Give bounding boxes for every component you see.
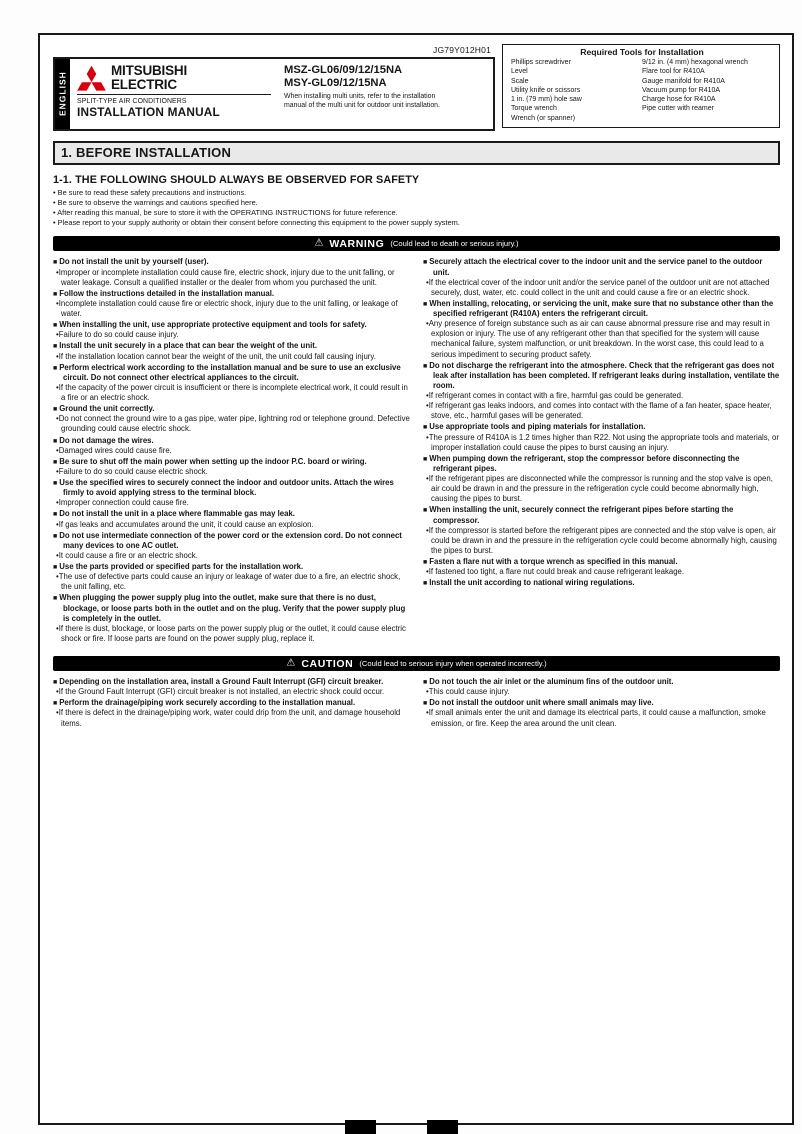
warning-item-heading-text: When pumping down the refrigerant, stop the compressor before disconnecting the refrigerant pipes. [429,453,740,473]
tools-columns [511,58,773,123]
product-id-box [53,57,495,131]
brand-row [77,64,271,92]
model-numbers [284,64,489,91]
item-body-paragraph: • The pressure of R410A is 1.2 times higher than R22. Not using the appropriate tools and materials, or improper installation could cause the pipes to burst causing an injury. [423,433,780,453]
warning-item [423,299,780,360]
warning-bar [53,236,780,251]
warning-item-body [53,520,410,530]
print-mark [345,1120,376,1134]
model-number: MSZ-GL06/09/12/15NA [284,64,403,76]
caution-item [53,698,410,728]
caution-item-heading-text: Do not touch the air inlet or the aluminum fins of the outdoor unit. [429,677,674,686]
warning-content [53,257,780,645]
warning-triangle-icon: ⚠ [286,657,296,668]
warning-item-heading-text: Install the unit securely in a place that can bear the weight of the unit. [59,341,318,351]
warning-item-body [53,467,410,477]
square-bullet-icon: ■ [53,679,58,686]
caution-column-right [423,677,780,730]
caution-item-heading [53,698,410,708]
square-bullet-icon: ■ [423,580,428,588]
header [53,44,780,131]
square-bullet-icon: ■ [423,679,428,686]
warning-item-body [423,319,780,360]
warning-item-heading-text: Perform electrical work according to the installation manual and be sure to use an exclusive circuit. Do not connect other electrical appliances to the circuit. [59,362,401,382]
caution-content [53,677,780,730]
item-body-paragraph: • Failure to do so could cause electric shock. [53,467,410,477]
caution-bar [53,656,780,671]
caution-qualifier: (Could lead to serious injury when operated incorrectly.) [359,659,547,668]
item-body-paragraph: • Any presence of foreign substance such as air can cause abnormal pressure rise and may result in explosion or injury. The use of any refrigerant other than that specified for the system will cause mechanical failure, system malfunction, or unit breakdown. In the worst case, this could lead to a serious impediment to securing product safety. [423,319,780,360]
square-bullet-icon: ■ [53,343,58,351]
warning-item-heading [423,578,780,588]
warning-item-heading-text: Do not install the unit by yourself (user). [59,257,209,267]
square-bullet-icon: ■ [53,259,58,267]
tools-column-right [642,58,773,123]
warning-item-heading-text: Do not damage the wires. [59,435,154,445]
square-bullet-icon: ■ [53,406,58,414]
warning-item [423,257,780,298]
mitsubishi-logo-icon [77,64,106,91]
square-bullet-icon: ■ [423,559,428,566]
warning-item-heading [53,531,410,551]
caution-item [423,698,780,728]
section-heading [53,141,780,165]
caution-label: CAUTION [301,657,354,670]
warning-item-heading [53,289,410,299]
warning-item-body [423,391,780,421]
section-heading-text: 1. BEFORE INSTALLATION [61,145,232,160]
warning-item-body [53,414,410,434]
caution-item-heading [53,677,410,687]
square-bullet-icon: ■ [53,290,58,298]
item-body-paragraph: • Improper connection could cause fire. [53,498,410,508]
square-bullet-icon: ■ [423,259,428,267]
warning-item-heading-text: Do not use intermediate connection of the power cord or the extension cord. Do not connect many devices to one AC outlet. [59,530,402,550]
item-body-paragraph: • If the capacity of the power circuit is insufficient or there is incomplete electrical work, it could result in a fire or an electric shock. [53,383,410,403]
warning-item [423,557,780,577]
caution-column-left [53,677,410,730]
square-bullet-icon: ■ [53,322,58,330]
warning-qualifier: (Could lead to death or serious injury.) [390,239,519,249]
item-body-paragraph: • The use of defective parts could cause an injury or leakage of water due to a fire, an electric shock, the unit falling, etc. [53,572,410,592]
item-body-paragraph: • If fastened too tight, a flare nut could break and cause refrigerant leakage. [423,567,780,577]
divider [77,94,271,95]
caution-item [53,677,410,697]
warning-item-heading-text: Be sure to shut off the main power when setting up the indoor P.C. board or wiring. [59,456,367,466]
square-bullet-icon: ■ [53,458,58,466]
warning-item-heading-text: Use the specified wires to securely connect the indoor and outdoor units. Attach the wires firmly to avoid applying stress to the terminal block. [59,478,394,498]
tools-column-left [511,58,642,123]
tool-item: Utility knife or scissors [511,86,581,94]
item-body-paragraph: • If refrigerant comes in contact with a fire, harmful gas could be generated. [423,391,780,401]
required-tools-box [502,44,780,128]
warning-item-heading [423,505,780,525]
square-bullet-icon: ■ [53,564,58,571]
square-bullet-icon: ■ [423,507,428,515]
tool-item: Gauge manifold for R410A [642,77,725,85]
warning-item [53,257,410,287]
warning-item-body [53,299,410,319]
warning-item-heading-text: Follow the instructions detailed in the installation manual. [59,288,275,298]
page-content [40,35,792,730]
caution-item-body [423,708,780,728]
warning-item [423,454,780,505]
square-bullet-icon: ■ [53,437,58,445]
caution-item-heading-text: Do not install the outdoor unit where small animals may live. [429,698,654,708]
item-body-paragraph: • Incomplete installation could cause fire or electric shock, injury due to the unit falling, or leakage of water. [53,299,410,319]
square-bullet-icon: ■ [53,532,58,540]
square-bullet-icon: ■ [423,362,428,370]
safety-note: • Be sure to observe the warnings and cautions specified here. [53,198,780,208]
print-mark [427,1120,458,1134]
warning-item [53,478,410,508]
square-bullet-icon: ■ [423,300,428,308]
warning-item [53,341,410,361]
warning-item-heading [53,404,410,414]
header-left [53,44,495,131]
tool-item: 9/12 in. (4 mm) hexagonal wrench [642,59,748,66]
warning-item-heading [53,457,410,467]
warning-item-body [53,330,410,340]
square-bullet-icon: ■ [423,455,428,463]
warning-item [423,505,780,556]
warning-item-body [53,352,410,362]
brand-name [111,64,187,92]
warning-item-heading-text: When installing the unit, use appropriate protective equipment and tools for safety. [59,320,367,330]
model-number: MSY-GL09/12/15NA [284,77,387,90]
item-body-paragraph: • This could cause injury. [423,687,780,697]
warning-item-body [423,433,780,453]
warning-item-heading-text: Use appropriate tools and piping materials for installation. [429,422,646,432]
warning-item [423,578,780,588]
brand-name-line1: MITSUBISHI [111,63,188,78]
tool-item: Flare tool for R410A [642,68,705,76]
tool-item: Phillips screwdriver [511,59,571,66]
warning-item-heading [53,257,410,267]
warning-item-heading [423,454,780,474]
caution-item-body [53,708,410,728]
safety-note: • After reading this manual, be sure to store it with the OPERATING INSTRUCTIONS for future reference. [53,208,780,218]
item-body-paragraph: • If the refrigerant pipes are disconnected while the compressor is running and the stop valve is open, air could be drawn in and the pressure in the refrigeration cycle could become abnormally high, causing the pipes to burst. [423,474,780,504]
item-body-paragraph: • If gas leaks and accumulates around the unit, it could cause an explosion. [53,520,410,530]
warning-item [423,361,780,422]
tool-item: Torque wrench [511,105,557,113]
warning-item-heading-text: When installing the unit, securely connect the refrigerant pipes before starting the compressor. [429,505,734,525]
warning-item-heading [53,320,410,330]
warning-item-heading-text: When installing, relocating, or servicing the unit, make sure that no substance other than the specified refrigerant (R410A) enters the refrigerant circuit. [429,298,774,318]
language-tab: ENGLISH [55,59,70,129]
warning-column-right [423,257,780,589]
warning-item-heading [53,436,410,446]
safety-notes [53,188,780,227]
warning-label: WARNING [329,237,385,250]
warning-item-heading [53,593,410,623]
warning-item [53,531,410,561]
square-bullet-icon: ■ [53,511,58,519]
warning-item-body [53,551,410,561]
warning-item [53,363,410,404]
square-bullet-icon: ■ [53,700,58,708]
caution-item-heading-text: Perform the drainage/piping work securely according to the installation manual. [59,698,356,708]
warning-item [53,289,410,319]
caution-item-body [53,687,410,697]
warning-item-heading [53,478,410,498]
square-bullet-icon: ■ [53,595,58,603]
warning-item [53,404,410,434]
warning-item-heading [423,557,780,567]
square-bullet-icon: ■ [53,480,58,487]
warning-item-heading-text: When plugging the power supply plug into the outlet, make sure that there is no dust, blockage, or loose parts both in the outlet and on the plug. Verify that the power supply plug is completely in the outlet. [59,593,406,623]
subsection-heading: 1-1. THE FOLLOWING SHOULD ALWAYS BE OBSERVED FOR SAFETY [53,174,420,186]
warning-item-body [53,572,410,592]
warning-triangle-icon: ⚠ [314,237,324,249]
item-body-paragraph: • Improper or incomplete installation could cause fire, electric shock, injury due to the unit falling, or water leakage. Consult a qualified installer or the dealer from whom you purchased the unit. [53,268,410,288]
warning-item-body [53,446,410,456]
safety-note: • Please report to your supply authority or obtain their consent before connecting this equipment to the power supply system. [53,218,780,228]
square-bullet-icon: ■ [423,424,428,432]
square-bullet-icon: ■ [423,700,428,708]
warning-item-body [53,624,410,644]
warning-item [53,562,410,592]
square-bullet-icon: ■ [53,364,58,372]
item-body-paragraph: • If there is dust, blockage, or loose parts on the power supply plug or the outlet, it could cause electric shock or fire. If loose parts are found on the power supply plug, replace it. [53,624,410,644]
safety-note: • Be sure to read these safety precautions and instructions. [53,188,780,198]
tool-item: Level [511,68,528,76]
tool-item: Scale [511,77,529,85]
warning-item-body [423,526,780,556]
page-frame [38,33,794,1125]
item-body-paragraph: • If the installation location cannot bear the weight of the unit, the unit could fall causing injury. [53,352,410,362]
item-body-paragraph: • If small animals enter the unit and damage its electrical parts, it could cause a malfunction, smoke emission, or fire. Keep the area around the unit clean. [423,708,780,728]
caution-item-body [423,687,780,697]
warning-item [53,593,410,644]
warning-item-heading [423,361,780,391]
product-type-label: SPLIT-TYPE AIR CONDITIONERS [77,97,187,105]
warning-item-body [423,474,780,504]
caution-item-heading [423,677,780,687]
multi-unit-note: When installing multi units, refer to the installation manual of the multi unit for outdoor unit installation. [284,92,440,109]
warning-item-heading [53,562,410,572]
warning-item [53,320,410,340]
warning-item-heading-text: Fasten a flare nut with a torque wrench as specified in this manual. [429,557,678,566]
document-number: JG79Y012H01 [433,45,491,55]
warning-item-body [53,498,410,508]
manual-title: INSTALLATION MANUAL [77,104,220,119]
tool-item: Wrench (or spanner) [511,114,576,122]
caution-item [423,677,780,697]
warning-item-body [53,383,410,403]
warning-item [53,509,410,529]
tools-title: Required Tools for Installation [580,47,704,57]
warning-item [53,436,410,456]
warning-item-heading [53,363,410,383]
item-body-paragraph: • Failure to do so could cause injury. [53,330,410,340]
warning-item-heading-text: Use the parts provided or specified parts for the installation work. [59,562,304,571]
warning-item-body [423,567,780,577]
model-area [278,59,493,129]
tool-item: Pipe cutter with reamer [642,105,714,113]
tool-item: 1 in. (79 mm) hole saw [511,96,582,104]
warning-item-heading [423,257,780,277]
warning-item-heading-text: Do not install the unit in a place where flammable gas may leak. [59,509,295,519]
warning-item [423,422,780,452]
brand-name-line2: ELECTRIC [111,76,177,92]
warning-item-heading [53,341,410,351]
warning-item-heading-text: Install the unit according to national wiring regulations. [429,578,635,588]
warning-item-heading [423,422,780,432]
warning-item-heading [423,299,780,319]
warning-item-heading-text: Ground the unit correctly. [59,404,155,414]
item-body-paragraph: • If refrigerant gas leaks indoors, and comes into contact with the flame of a fan heater, space heater, stove, etc., harmful gases will be generated. [423,401,780,421]
item-body-paragraph: • It could cause a fire or an electric shock. [53,551,410,561]
caution-item-heading [423,698,780,708]
item-body-paragraph: • If the Ground Fault Interrupt (GFI) circuit breaker is not installed, an electric shock could occur. [53,687,410,697]
warning-item [53,457,410,477]
warning-column-left [53,257,410,645]
warning-item-heading-text: Do not discharge the refrigerant into the atmosphere. Check that the refrigerant gas does not leak after installation has been completed. If refrigerant leaks during installation, ventilate the room. [429,360,780,390]
brand-area [70,59,278,129]
item-body-paragraph: • If the electrical cover of the indoor unit and/or the service panel of the outdoor unit are not attached securely, dust, water, etc. could collect in the unit and could cause a fire or an electric shock. [423,278,780,298]
item-body-paragraph: • Damaged wires could cause fire. [53,446,410,456]
warning-item-heading [53,509,410,519]
tool-item: Charge hose for R410A [642,96,716,104]
tool-item: Vacuum pump for R410A [642,86,721,94]
item-body-paragraph: • If there is defect in the drainage/piping work, water could drip from the unit, and damage household items. [53,708,410,728]
item-body-paragraph: • Do not connect the ground wire to a gas pipe, water pipe, lightning rod or telephone ground. Defective grounding could cause electric shock. [53,414,410,434]
item-body-paragraph: • If the compressor is started before the refrigerant pipes are connected and the stop valve is open, air could be drawn in and the pressure in the refrigeration cycle could become abnormally high, causing the pipes to burst. [423,526,780,556]
warning-item-body [423,278,780,298]
caution-item-heading-text: Depending on the installation area, install a Ground Fault Interrupt (GFI) circuit breaker. [59,677,384,686]
warning-item-heading-text: Securely attach the electrical cover to the indoor unit and the service panel to the outdoor unit. [429,257,763,277]
warning-item-body [53,268,410,288]
